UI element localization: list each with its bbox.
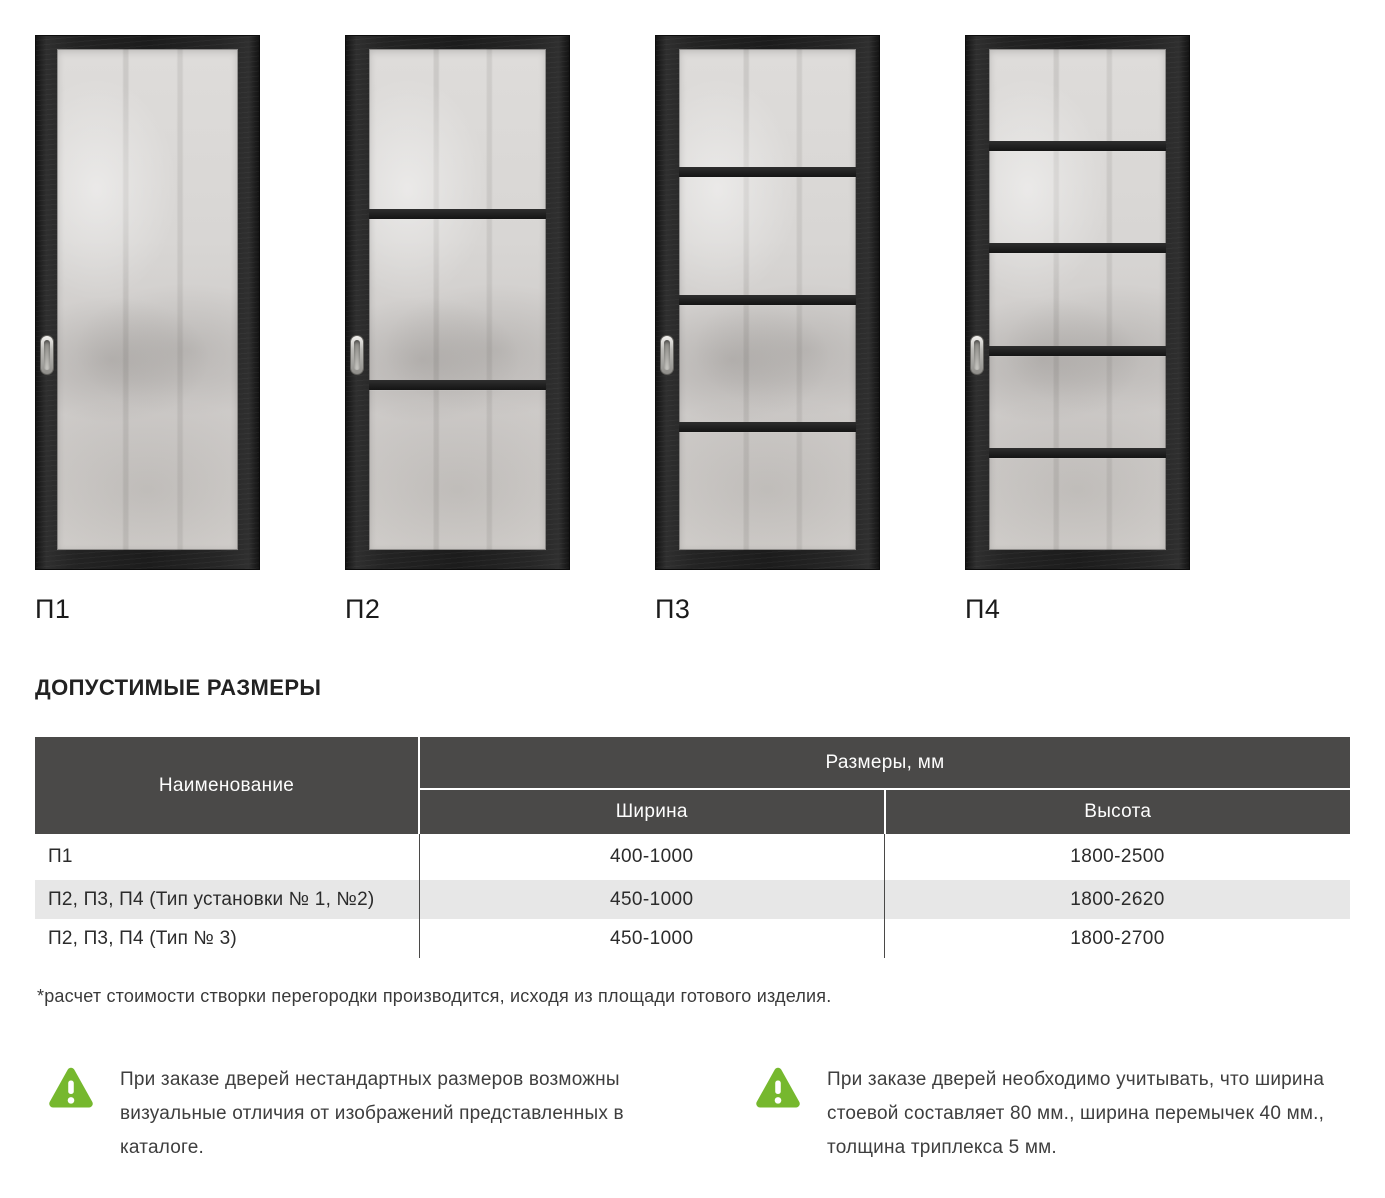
door-panel — [345, 35, 570, 570]
door-figure — [345, 35, 570, 625]
header-width: Ширина — [419, 789, 885, 834]
door-glass — [989, 49, 1166, 550]
door-figure — [965, 35, 1190, 625]
door-glass — [57, 49, 238, 550]
table-row — [35, 880, 1350, 919]
warning-note-text: При заказе дверей необходимо учитывать, что ширина стоевой составляет 80 мм., ширина перемычек 40 мм., толщина триплекса 5 мм. — [827, 1069, 1325, 1158]
glass-divider — [679, 295, 856, 305]
warning-note-text: При заказе дверей нестандартных размеров возможны визуальные отличия от изображений представленных в каталоге. — [120, 1069, 624, 1158]
door-label: П4 — [965, 594, 1001, 624]
sizes-table-body — [35, 834, 1350, 958]
glass-divider — [989, 346, 1166, 356]
glass-divider — [369, 209, 546, 219]
header-sizes: Размеры, мм — [419, 737, 1350, 789]
row-name-cell: П2, П3, П4 (Тип установки № 1, №2) — [48, 888, 375, 910]
glass-divider — [369, 380, 546, 390]
footnote: *расчет стоимости створки перегородки производится, исходя из площади готового изделия. — [37, 986, 832, 1006]
door-panel — [655, 35, 880, 570]
row-name-cell: П1 — [48, 846, 73, 867]
glass-divider — [989, 448, 1166, 458]
door-panel — [35, 35, 260, 570]
table-row — [35, 919, 1350, 958]
door-handle — [970, 335, 984, 375]
row-height-cell: 1800-2620 — [885, 880, 1351, 919]
section-title: ДОПУСТИМЫЕ РАЗМЕРЫ — [35, 675, 322, 700]
table-row — [35, 834, 1350, 880]
door-handle — [40, 335, 54, 375]
notes-row — [35, 1063, 1350, 1165]
warning-triangle-icon — [48, 1067, 94, 1109]
glass-divider — [679, 167, 856, 177]
glass-divider — [989, 243, 1166, 253]
row-width-cell: 400-1000 — [419, 834, 885, 880]
header-name: Наименование — [35, 737, 419, 834]
warning-note — [48, 1063, 685, 1165]
glass-divider — [679, 422, 856, 432]
door-figure — [35, 35, 260, 625]
door-label: П2 — [345, 594, 381, 624]
row-width-cell: 450-1000 — [419, 880, 885, 919]
door-glass — [679, 49, 856, 550]
door-panel — [965, 35, 1190, 570]
door-gallery — [35, 35, 1350, 625]
door-label: П1 — [35, 594, 71, 624]
row-width-cell: 450-1000 — [419, 919, 885, 958]
door-label: П3 — [655, 594, 691, 624]
row-height-cell: 1800-2700 — [885, 919, 1351, 958]
warning-note — [755, 1063, 1385, 1165]
row-height-cell: 1800-2500 — [885, 834, 1351, 880]
warning-triangle-icon — [755, 1067, 801, 1109]
door-handle — [660, 335, 674, 375]
glass-divider — [989, 141, 1166, 151]
row-name-cell: П2, П3, П4 (Тип № 3) — [48, 927, 237, 949]
door-handle — [350, 335, 364, 375]
header-height: Высота — [885, 789, 1351, 834]
door-glass — [369, 49, 546, 550]
sizes-table — [35, 737, 1350, 958]
sizes-table-header — [35, 737, 1350, 834]
door-figure — [655, 35, 880, 625]
